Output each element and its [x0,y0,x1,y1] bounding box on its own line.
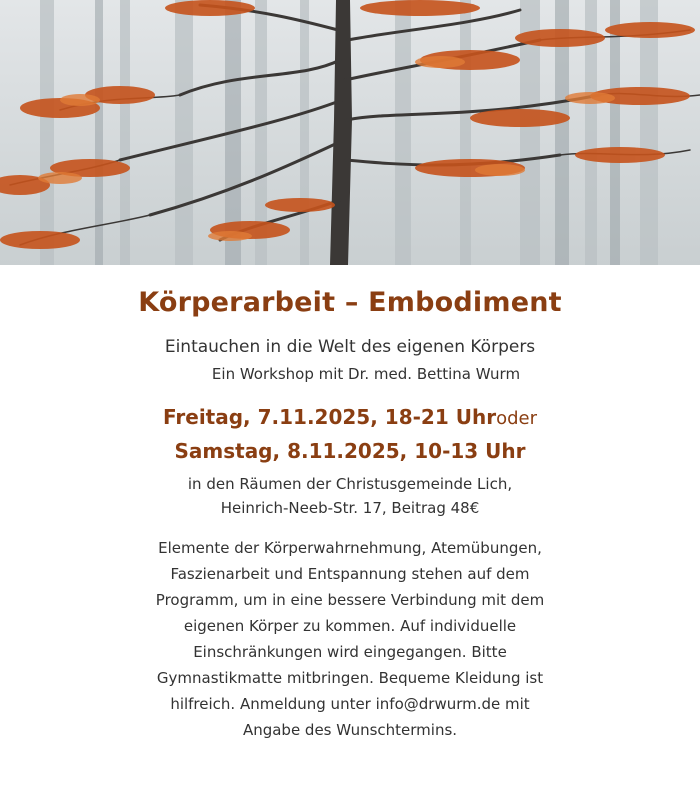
workshop-host: Ein Workshop mit Dr. med. Bettina Wurm [211,365,521,383]
event-subtitle: Eintauchen in die Welt des eigenen Körpers [164,337,536,357]
forest-illustration [0,0,700,265]
description-line: Elemente der Körperwahrnehmung, Atemübungen, [158,539,542,557]
description-line: Angabe des Wunschtermins. [242,721,458,739]
description-line: Gymnastikmatte mitbringen. Bequeme Kleidung ist [156,669,544,687]
date-option-1 [0,405,700,429]
description-line: eigenen Körper zu kommen. Auf individuelle [183,617,517,635]
description-line: Faszienarbeit und Entspannung stehen auf dem [170,565,530,583]
date-option-2: Samstag, 8.11.2025, 10-13 Uhr [174,439,526,463]
location-line-1: in den Räumen der Christusgemeinde Lich, [187,475,513,493]
description-line: Einschränkungen wird eingegangen. Bitte [193,643,507,661]
event-title: Körperarbeit – Embodiment [138,287,562,318]
description-line: hilfreich. Anmeldung unter info@drwurm.de mit [170,695,530,713]
date-1-text: Freitag, 7.11.2025, 18-21 Uhr [163,405,497,429]
location-line-2: Heinrich-Neeb-Str. 17, Beitrag 48€ [220,499,480,517]
hero-image [0,0,700,265]
event-description [0,535,700,743]
description-line: Programm, um in eine bessere Verbindung mit dem [155,591,545,609]
date-connector: oder [496,408,537,429]
